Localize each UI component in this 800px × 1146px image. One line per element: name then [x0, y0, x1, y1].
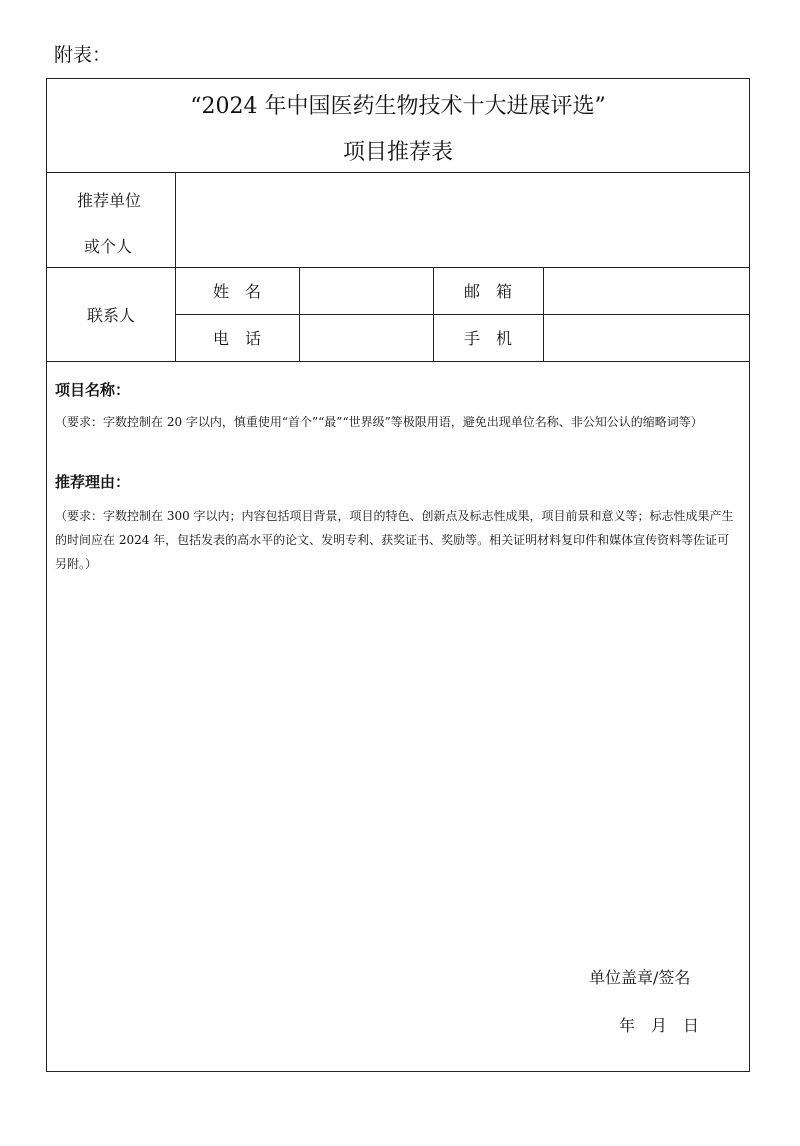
name-field[interactable]: [303, 270, 429, 311]
recommender-field[interactable]: [179, 176, 745, 264]
phone-label: 电 话: [212, 329, 261, 348]
divider: [299, 267, 300, 361]
recommendation-form: [46, 78, 750, 1072]
recommender-label-line2: 或个人: [84, 237, 133, 256]
reason-requirement: （要求：字数控制在 300 字以内；内容包括项目背景，项目的特色、创新点及标志性成果，项目前景和意义等；标志性成果产生的时间应在 2024 年，包括发表的高水平的论文、发明专利、获奖证书、奖励等。相关证明材料复印件和媒体宣传资料等佐证可另附。）: [55, 509, 734, 571]
form-subtitle: 项目推荐表: [342, 140, 453, 165]
date-label: 年 月 日: [619, 1016, 700, 1035]
project-name-field[interactable]: [55, 459, 741, 471]
contact-label: 联系人: [86, 305, 135, 325]
appendix-label: 附表：: [54, 44, 112, 66]
project-name-requirement: （要求：字数控制在 20 字以内，慎重使用“首个”“最”“世界级”等极限用语，避免出现单位名称、非公知公认的缩略词等）: [55, 415, 703, 429]
divider: [47, 361, 749, 362]
phone-field[interactable]: [303, 317, 429, 358]
name-label: 姓 名: [212, 282, 261, 301]
recommender-label-line1: 推荐单位: [77, 191, 142, 210]
divider: [47, 172, 749, 173]
mobile-label: 手 机: [463, 329, 512, 348]
email-label: 邮 箱: [463, 282, 512, 301]
email-field[interactable]: [547, 270, 745, 311]
stamp-signature-label: 单位盖章/签名: [589, 968, 691, 987]
reason-label: 推荐理由：: [55, 473, 131, 491]
mobile-field[interactable]: [547, 317, 745, 358]
form-title: “2024 年中国医药生物技术十大进展评选”: [190, 94, 606, 119]
divider: [543, 267, 544, 361]
project-name-label: 项目名称：: [55, 381, 131, 399]
reason-field[interactable]: [55, 584, 741, 954]
